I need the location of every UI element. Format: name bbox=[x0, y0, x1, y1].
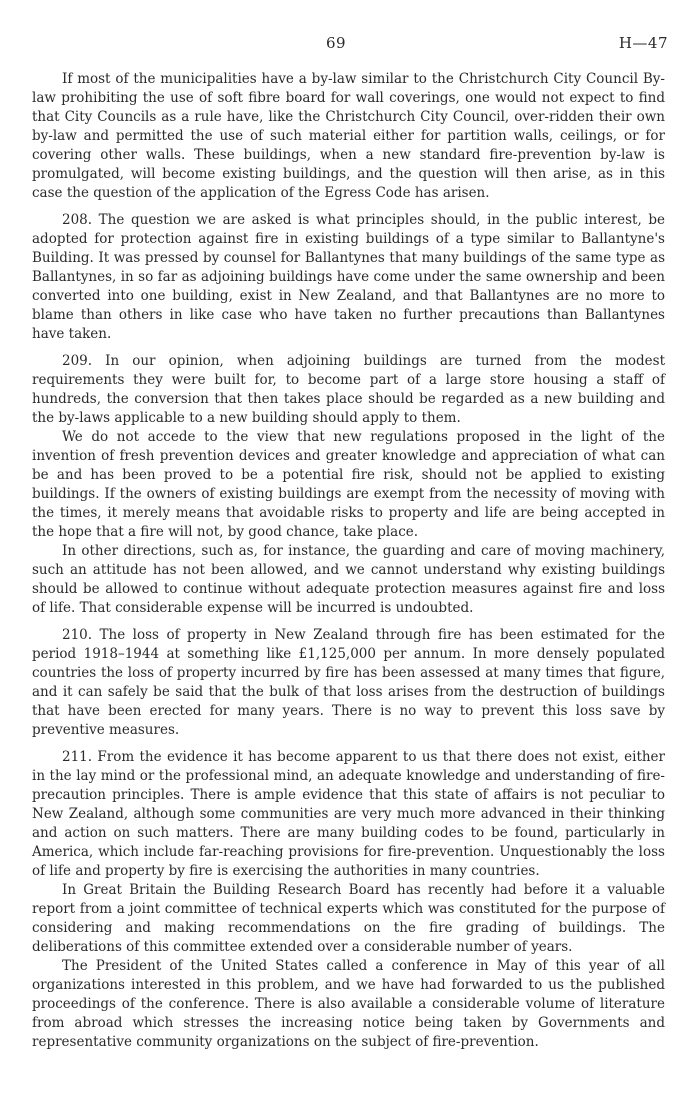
page-header bbox=[0, 34, 700, 54]
paragraph-211-continued-2: The President of the United States called a conference in May of this year of all organizations interested in this problem, and we have had forwarded to us the published proceedings of the conference. There is also available a considerable volume of literature from abroad which stresses the increasing notice being taken by Governments and representative community organizations on the subject of fire-prevention. bbox=[32, 958, 665, 1050]
paragraph-211-continued-1: In Great Britain the Building Research Board has recently had before it a valuable report from a joint committee of technical experts which was constituted for the purpose of considering and making recommendations on the fire grading of buildings. The deliberations of this committee extended over a considerable number of years. bbox=[32, 882, 665, 955]
document-reference: H—47 bbox=[618, 34, 668, 52]
paragraph-208: 208. The question we are asked is what principles should, in the public interest, be adopted for protection against fire in existing buildings of a type similar to Ballantyne's Building. It was pressed by counsel for Ballantynes that many buildings of the same type as Ballantynes, in so far as adjoining buildings have come under the same ownership and been converted into one building, exist in New Zealand, and that Ballantynes are no more to blame than others in like case who have taken no further precautions than Ballantynes have taken. bbox=[32, 212, 665, 342]
paragraph-209-continued-2: In other directions, such as, for instance, the guarding and care of moving machinery, such an attitude has not been allowed, and we cannot understand why existing buildings should be allowed to continue without adequate protection measures against fire and loss of life. That considerable expense will be incurred is undoubted. bbox=[32, 543, 665, 616]
paragraph-intro: If most of the municipalities have a by-law similar to the Christchurch City Council By-law prohibiting the use of soft fibre board for wall coverings, one would not expect to find that City Councils as a rule have, like the Christchurch City Council, over-ridden their own by-law and permitted the use of such material either for partition walls, ceilings, or for covering other walls. These buildings, when a new standard fire-prevention by-law is promulgated, will become existing buildings, and the question will then arise, as in this case the question of the application of the Egress Code has arisen. bbox=[32, 71, 665, 201]
paragraph-209: 209. In our opinion, when adjoining buildings are turned from the modest requirements they were built for, to become part of a large store housing a staff of hundreds, the conversion that then takes place should be regarded as a new building and the by-laws applicable to a new building should apply to them. bbox=[32, 353, 665, 426]
paragraph-211: 211. From the evidence it has become apparent to us that there does not exist, either in the lay mind or the professional mind, an adequate knowledge and understanding of fire-precaution principles. There is ample evidence that this state of affairs is not peculiar to New Zealand, although some communities are very much more advanced in their thinking and action on such matters. There are many building codes to be found, particularly in America, which include far-reaching provisions for fire-prevention. Unquestionably the loss of life and property by fire is exercising the authorities in many countries. bbox=[32, 749, 665, 879]
page-number: 69 bbox=[326, 34, 347, 52]
paragraph-209-continued-1: We do not accede to the view that new regulations proposed in the light of the invention of fresh prevention devices and greater knowledge and appreciation of what can be and has been proved to be a potential fire risk, should not be applied to existing buildings. If the owners of existing buildings are exempt from the necessity of moving with the times, it merely means that avoidable risks to property and life are being accepted in the hope that a fire will not, by good chance, take place. bbox=[32, 429, 665, 540]
body-text bbox=[32, 70, 665, 1052]
paragraph-210: 210. The loss of property in New Zealand through fire has been estimated for the period 1918–1944 at something like £1,125,000 per annum. In more densely populated countries the loss of property incurred by fire has been assessed at many times that figure, and it can safely be said that the bulk of that loss arises from the destruction of buildings that have been erected for many years. There is no way to prevent this loss save by preventive measures. bbox=[32, 627, 665, 738]
